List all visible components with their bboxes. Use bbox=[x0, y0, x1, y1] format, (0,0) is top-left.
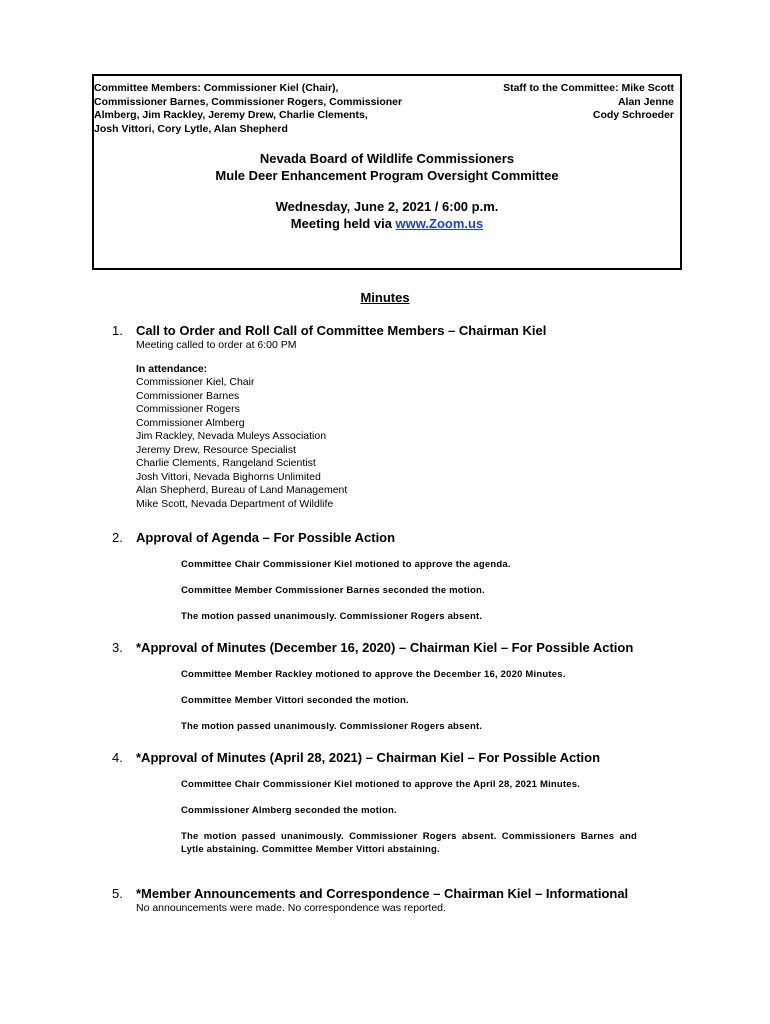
item-number: 5. bbox=[112, 886, 123, 901]
item-number: 1. bbox=[112, 323, 123, 338]
members-line: Josh Vittori, Cory Lytle, Alan Shepherd bbox=[94, 122, 288, 135]
item-number: 2. bbox=[112, 530, 123, 545]
attendee: Charlie Clements, Rangeland Scientist bbox=[136, 457, 316, 469]
minutes-heading: Minutes bbox=[360, 290, 410, 305]
attendee: Alan Shepherd, Bureau of Land Management bbox=[136, 484, 348, 496]
header-box bbox=[92, 74, 682, 270]
item-heading bbox=[112, 323, 712, 339]
motion-text: Committee Member Rackley motioned to approve the December 16, 2020 Minutes. bbox=[181, 669, 566, 680]
committee-title: Mule Deer Enhancement Program Oversight Committee bbox=[215, 168, 559, 183]
meeting-date: Wednesday, June 2, 2021 / 6:00 p.m. bbox=[275, 199, 499, 214]
attendee: Jeremy Drew, Resource Specialist bbox=[136, 443, 296, 456]
board-title: Nevada Board of Wildlife Commissioners bbox=[259, 151, 515, 166]
attendee: Josh Vittori, Nevada Bighorns Unlimited bbox=[136, 470, 321, 483]
attendee: Jim Rackley, Nevada Muleys Association bbox=[136, 430, 327, 442]
attendance-list bbox=[136, 376, 712, 511]
item-heading bbox=[112, 750, 712, 766]
motion-text: Committee Chair Commissioner Kiel motioned to approve the agenda. bbox=[181, 559, 511, 570]
staff-line: Staff to the Committee: Mike Scott bbox=[503, 82, 674, 94]
staff-line: Cody Schroeder bbox=[592, 109, 674, 121]
attendance-heading: In attendance: bbox=[136, 362, 208, 375]
agenda-item-1 bbox=[112, 323, 712, 511]
item-note: Meeting called to order at 6:00 PM bbox=[136, 339, 297, 351]
item-number: 3. bbox=[112, 640, 123, 655]
agenda-item-4 bbox=[112, 750, 712, 856]
meeting-info bbox=[94, 198, 680, 232]
motion-text: The motion passed unanimously. Commissioner Rogers absent. bbox=[181, 611, 483, 622]
motion-text: The motion passed unanimously. Commissioner Rogers absent. Commissioners Barnes and Lytle abstaining. Committee Member Vittori abstaining. bbox=[181, 831, 637, 855]
motion-text: Committee Member Commissioner Barnes seconded the motion. bbox=[181, 585, 485, 596]
members-line: Almberg, Jim Rackley, Jeremy Drew, Charlie Clements, bbox=[94, 109, 368, 121]
item-title: Call to Order and Roll Call of Committee Members – Chairman Kiel bbox=[136, 323, 547, 338]
item-heading bbox=[112, 530, 712, 546]
motion-text: Committee Chair Commissioner Kiel motioned to approve the April 28, 2021 Minutes. bbox=[181, 779, 581, 790]
members-line: Committee Members: Commissioner Kiel (Chair), bbox=[94, 82, 339, 94]
motion-text: Commissioner Almberg seconded the motion. bbox=[181, 805, 397, 816]
agenda-item-2 bbox=[112, 530, 712, 623]
attendee: Commissioner Almberg bbox=[136, 416, 245, 429]
committee-staff bbox=[474, 82, 674, 123]
item-title: *Approval of Minutes (April 28, 2021) – Chairman Kiel – For Possible Action bbox=[136, 750, 601, 765]
agenda-item-3 bbox=[112, 640, 712, 733]
item-heading bbox=[112, 886, 712, 902]
document-titles bbox=[94, 150, 680, 184]
members-line: Commissioner Barnes, Commissioner Rogers, Commissioner bbox=[94, 95, 403, 108]
motion-text: The motion passed unanimously. Commissioner Rogers absent. bbox=[181, 721, 483, 732]
attendee: Commissioner Kiel, Chair bbox=[136, 376, 255, 388]
attendee: Commissioner Barnes bbox=[136, 389, 240, 402]
motion-text: Committee Member Vittori seconded the motion. bbox=[181, 695, 409, 706]
item-title: *Member Announcements and Correspondence – Chairman Kiel – Informational bbox=[136, 886, 629, 901]
item-title: *Approval of Minutes (December 16, 2020) – Chairman Kiel – For Possible Action bbox=[136, 640, 634, 655]
attendee: Commissioner Rogers bbox=[136, 403, 240, 415]
staff-line: Alan Jenne bbox=[617, 95, 674, 108]
zoom-link[interactable]: www.Zoom.us bbox=[395, 216, 484, 231]
attendee: Mike Scott, Nevada Department of Wildlife bbox=[136, 497, 334, 510]
agenda-item-5 bbox=[112, 886, 712, 916]
item-number: 4. bbox=[112, 750, 123, 765]
committee-members bbox=[94, 82, 434, 136]
item-heading bbox=[112, 640, 712, 656]
meeting-held-prefix: Meeting held via bbox=[290, 216, 396, 231]
item-note: No announcements were made. No correspondence was reported. bbox=[136, 902, 446, 914]
item-title: Approval of Agenda – For Possible Action bbox=[136, 530, 396, 545]
meeting-location bbox=[94, 215, 680, 232]
